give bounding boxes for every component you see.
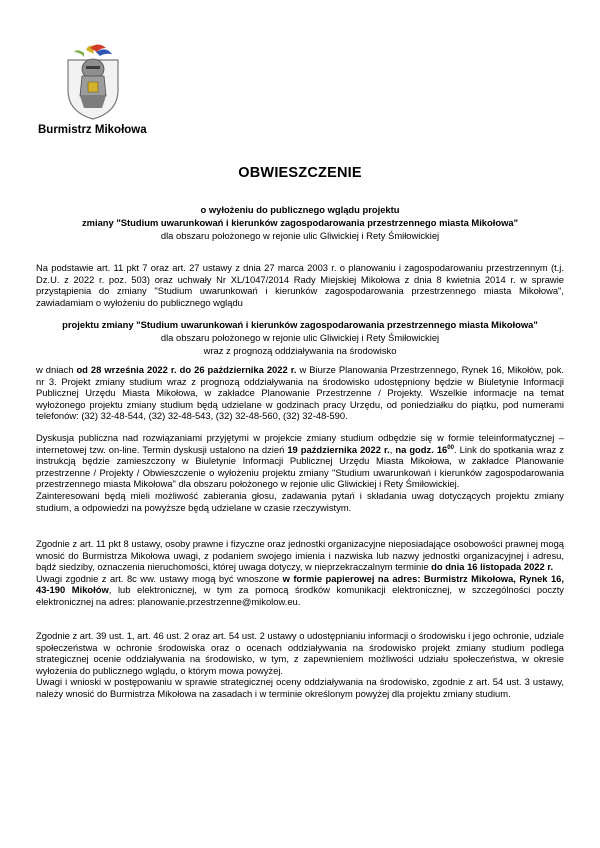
project-line-2: dla obszaru położonego w rejonie ulic Gliwickiej i Rety Śmiłowickiej [160, 332, 440, 343]
coat-of-arms-icon [62, 42, 124, 120]
issuing-authority: Burmistrz Mikołowa [38, 124, 147, 136]
project-line-1: projektu zmiany "Studium uwarunkowań i kierunków zagospodarowania przestrzennego miasta Mikołowa" [62, 319, 538, 330]
discussion-separator: , [389, 443, 396, 455]
remarks-deadline: do dnia 16 listopada 2022 r. [431, 561, 554, 573]
discussion-time: na godz. 16 [395, 443, 448, 455]
project-line-3: wraz z prognozą oddziaływania na środowisko [203, 345, 397, 356]
discussion-paragraph [36, 432, 564, 513]
environment-text-1: Zgodnie z art. 39 ust. 1, art. 46 ust. 2 oraz art. 54 ust. 2 ustawy o udostępnianiu informacji o środowisku i jego ochronie, udziale społeczeństwa w ochronie środowiska oraz o ocenach oddziaływania na środowisko projekt zmiany studium podlega strategicznej ocenie oddziaływania na środowisko, w tym, z zapewnieniem możliwości udziału społeczeństwa, w okresie wyłożenia do publicznego wglądu, o którym mowa powyżej. [36, 630, 564, 676]
dates-details: w Biurze Planowania Przestrzennego, Rynek 16, Mikołów, pok. nr 3. Projekt zmiany studium wraz z prognozą oddziaływania na środowisko udostępniony będzie w Biuletynie Informacji Publicznej Urzędu Miasta Mikołowa, w zakładce Planowanie Przestrzenne / Projekty. Wszelkie informacje na temat wyłożonego projektu zmiany studium będą udzielane w godzinach pracy Urzędu, od poniedziałku do piątku, pod numerami telefonów: (32) 32-48-544, (32) 32-48-543, (32) 32-48-560, (32) 32-48-590. [36, 364, 564, 422]
discussion-pre: Dyskusja publiczna nad rozwiązaniami przyjętymi w projekcie zmiany studium odbędzie się w formie teleinformatycznej – internetowej tzw. on-line. Termin dyskusji ustalono na dzień [36, 432, 564, 455]
discussion-time-minutes: 00 [447, 444, 454, 451]
subtitle-line-1: o wyłożeniu do publicznego wglądu projektu [200, 204, 400, 215]
environment-text-2: Uwagi i wnioski w postępowaniu w sprawie strategicznej oceny oddziaływania na środowisko, zgodnie z art. 54 ust. 3 ustawy, należy wnosić do Burmistrza Mikołowa na zasadach i w terminie określonym powyżej dla projektu zmiany studium. [36, 676, 564, 699]
remarks-electronic: , lub elektronicznej, w tym za pomocą środków komunikacji elektronicznej, w szczególności poczty elektronicznej na adres: planowanie.przestrzenne@mikolow.eu. [36, 584, 564, 607]
dates-paragraph [36, 364, 564, 422]
remarks-pre: Zgodnie z art. 11 pkt 8 ustawy, osoby prawne i fizyczne oraz jednostki organizacyjne nieposiadające osobowości prawnej mogą wnosić do Burmistrza Mikołowa uwagi, z podaniem swojego imienia i nazwiska lub nazwy jednostki organizacyjnej i adresu, bądź siedziby, oznaczenia nieruchomości, której uwaga dotyczy, w nieprzekraczalnym terminie [36, 538, 564, 573]
dates-pre: w dniach [36, 364, 77, 375]
subtitle-block [36, 203, 564, 242]
project-block [36, 318, 564, 357]
remarks-form-pre: Uwagi zgodnie z art. 8c ww. ustawy mogą być wnoszone [36, 572, 283, 584]
remarks-paragraph [36, 538, 564, 608]
document-title: OBWIESZCZENIE [238, 165, 362, 181]
discussion-date: 19 października 2022 r. [287, 443, 390, 455]
intro-paragraph [36, 262, 564, 308]
intro-text: Na podstawie art. 11 pkt 7 oraz art. 27 ustawy z dnia 27 marca 2003 r. o planowaniu i zagospodarowaniu przestrzennym (t.j. Dz.U. z 2022 r. poz. 503) oraz uchwały Nr XL/1047/2014 Rady Miejskiej Mikołowa z dnia 8 kwietnia 2014 r. w sprawie przystąpienia do zmiany "Studium uwarunkowań i kierunków zagospodarowania przestrzennego miasta Mikołowa", zawiadamiam o wyłożeniu do publicznego wglądu [36, 262, 564, 308]
environment-paragraph [36, 630, 564, 700]
dates-range: od 28 września 2022 r. do 26 października 2022 r. [76, 364, 297, 375]
subtitle-line-3: dla obszaru położonego w rejonie ulic Gliwickiej i Rety Śmiłowickiej [160, 230, 440, 241]
remarks-postal-address: w formie papierowej na adres: Burmistrz Mikołowa, Rynek 16, 43-190 Mikołów [36, 572, 564, 596]
discussion-details: . Link do spotkania wraz z instrukcją będzie zamieszczony w Biuletynie Informacji Publicznej Urzędu Miasta Mikołowa, w zakładce Planowanie przestrzenne / Projekty / Obwieszczenie o wyłożeniu projektu zmiany "Studium uwarunkowań i kierunków zagospodarowania przestrzennego miasta Mikołowa" dla obszaru położonego w rejonie ulic Gliwickiej i Rety Śmiłowickiej. [36, 443, 564, 490]
discussion-note: Zainteresowani będą mieli możliwość zabierania głosu, zadawania pytań i składania uwag dotyczących projektu zmiany studium, a odpowiedzi na powyższe będą udzielane w czasie rzeczywistym. [36, 489, 564, 513]
subtitle-line-2: zmiany "Studium uwarunkowań i kierunków zagospodarowania przestrzennego miasta Mikołowa" [81, 217, 519, 228]
